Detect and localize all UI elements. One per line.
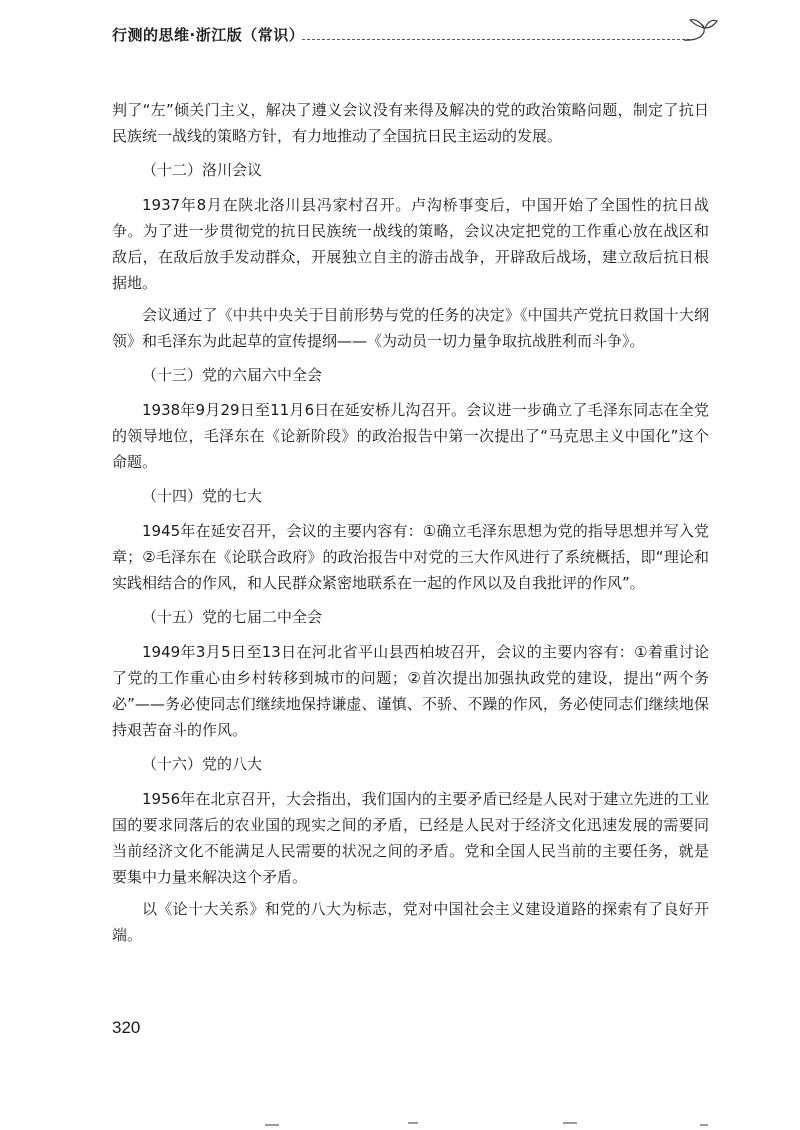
- scan-speck: [700, 1124, 708, 1126]
- body-text: [112, 97, 709, 948]
- section-second-plenum: [112, 604, 709, 743]
- scan-speck: [563, 1122, 577, 1124]
- section-heading: （十四）党的七大: [142, 487, 263, 505]
- section-paragraph: 1937年8月在陕北洛川县冯家村召开。卢沟桥事变后，中国开始了全国性的抗日战争。为了进一步贯彻党的抗日民族统一战线的策略，会议决定把党的工作重心放在战区和敌后，在敌后放手发动群众，开展独立自主的游击战争，开辟敌后战场，建立敌后抗日根据地。: [112, 196, 709, 292]
- section-heading: （十三）党的六届六中全会: [142, 366, 323, 384]
- section-paragraph: 以《论十大关系》和党的八大为标志，党对中国社会主义建设道路的探索有了良好开端。: [112, 900, 709, 944]
- section-paragraph: 1938年9月29日至11月6日在延安桥儿沟召开。会议进一步确立了毛泽东同志在全党的领导地位，毛泽东在《论新阶段》的政治报告中第一次提出了“马克思主义中国化”这个命题。: [112, 401, 709, 471]
- sprout-ornament-icon: [682, 14, 718, 50]
- section-sixth-plenum: [112, 362, 709, 475]
- header-title: 行测的思维·浙江版（常识）: [112, 26, 305, 44]
- section-seventh-congress: [112, 483, 709, 596]
- running-header: [112, 14, 722, 54]
- scan-speck: [408, 1122, 418, 1124]
- intro-paragraph: 判了“左”倾关门主义，解决了遵义会议没有来得及解决的党的政治策略问题，制定了抗日民族统一战线的策略方针，有力地推动了全国抗日民主运动的发展。: [112, 101, 709, 145]
- page-number: 320: [112, 1018, 141, 1037]
- section-eighth-congress: [112, 751, 709, 948]
- section-paragraph: 1956年在北京召开，大会指出，我们国内的主要矛盾已经是人民对于建立先进的工业国的要求同落后的农业国的现实之间的矛盾，已经是人民对于经济文化迅速发展的需要同当前经济文化不能满足人民需要的状况之间的矛盾。党和全国人民当前的主要任务，就是要集中力量来解决这个矛盾。: [112, 790, 709, 886]
- section-paragraph: 会议通过了《中共中央关于目前形势与党的任务的决定》《中国共产党抗日救国十大纲领》和毛泽东为此起草的宣传提纲——《为动员一切力量争取抗战胜利而斗争》。: [112, 306, 709, 350]
- section-heading: （十六）党的八大: [142, 755, 263, 773]
- section-heading: （十五）党的七届二中全会: [142, 608, 323, 626]
- section-luochuan: [112, 157, 709, 354]
- section-paragraph: 1945年在延安召开，会议的主要内容有：①确立毛泽东思想为党的指导思想并写入党章；②毛泽东在《论联合政府》的政治报告中对党的三大作风进行了系统概括，即“理论和实践相结合的作风，和人民群众紧密地联系在一起的作风以及自我批评的作风”。: [112, 522, 709, 592]
- scan-speck: [265, 1124, 279, 1126]
- header-dashed-rule: [302, 39, 690, 40]
- section-paragraph: 1949年3月5日至13日在河北省平山县西柏坡召开，会议的主要内容有：①着重讨论了党的工作重心由乡村转移到城市的问题；②首次提出加强执政党的建设，提出“两个务必”——务必使同志们继续地保持谦虚、谨慎、不骄、不躁的作风，务必使同志们继续地保持艰苦奋斗的作风。: [112, 643, 709, 739]
- section-heading: （十二）洛川会议: [142, 161, 263, 179]
